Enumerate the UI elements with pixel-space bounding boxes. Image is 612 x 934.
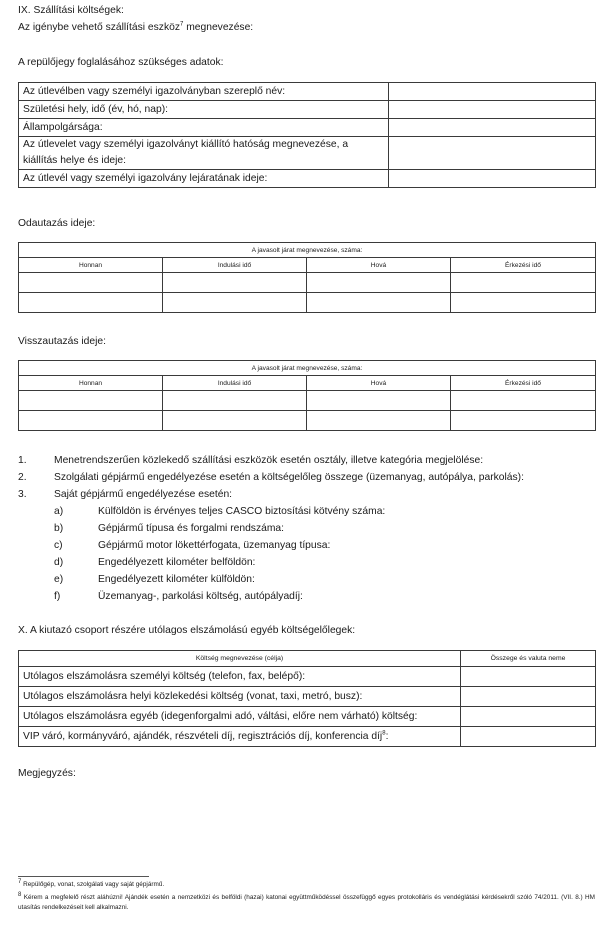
table-row (19, 361, 596, 376)
table-row (19, 651, 596, 667)
table-row (19, 83, 596, 101)
table-row (19, 376, 596, 391)
sub-item-letter: b) (54, 523, 64, 534)
passenger-row-label: Születési hely, idő (év, hó, nap): (19, 101, 389, 119)
sub-item-text: Engedélyezett kilométer külföldön: (98, 574, 255, 585)
list-item-text: Saját gépjármű engedélyezése esetén: (54, 489, 233, 500)
footnote-8 (18, 893, 595, 913)
return-flight-table (18, 360, 596, 431)
cost-row-label: VIP váró, kormányváró, ajándék, részvételi díj, regisztrációs díj, konferencia díj (23, 731, 383, 742)
sub-item-letter: f) (54, 591, 61, 602)
return-departure-cell[interactable] (163, 411, 307, 431)
sub-item-letter: e) (54, 574, 64, 585)
table-row (19, 687, 596, 707)
cost-row-label: Utólagos elszámolásra helyi közlekedési költség (vonat, taxi, metró, busz): (19, 687, 461, 707)
table-row (19, 137, 596, 170)
column-header-departure: Indulási idő (163, 258, 307, 273)
table-row (19, 293, 596, 313)
citizenship-field[interactable] (389, 119, 596, 137)
outbound-from-cell[interactable] (19, 273, 163, 293)
column-header-to: Hová (307, 258, 451, 273)
sub-item-text: Engedélyezett kilométer belföldön: (98, 557, 256, 568)
passenger-name-field[interactable] (389, 83, 596, 101)
passenger-row-label: Az útlevelet vagy személyi igazolványt kiállító hatóság megnevezése, a kiállítás helye és ideje: (19, 137, 389, 170)
list-item-number: 3. (18, 489, 27, 500)
outbound-departure-cell[interactable] (163, 273, 307, 293)
return-from-cell[interactable] (19, 391, 163, 411)
return-heading: Visszautazás ideje: (18, 336, 106, 347)
column-header-amount: Összege és valuta neme (461, 651, 596, 667)
outbound-departure-cell[interactable] (163, 293, 307, 313)
birth-place-date-field[interactable] (389, 101, 596, 119)
cost-amount-field[interactable] (461, 687, 596, 707)
sub-item-text: Külföldön is érvényes teljes CASCO biztosítási kötvény száma: (98, 506, 386, 517)
passenger-row-label: Állampolgársága: (19, 119, 389, 137)
sub-item-text: Üzemanyag-, parkolási költség, autópályadíj: (98, 591, 303, 602)
list-item-number: 2. (18, 472, 27, 483)
section-ix-title: IX. Szállítási költségek: (18, 5, 124, 16)
list-item-number: 1. (18, 455, 27, 466)
return-from-cell[interactable] (19, 411, 163, 431)
column-header-departure: Indulási idő (163, 376, 307, 391)
cost-row-suffix: : (385, 731, 389, 742)
vehicle-prompt (18, 21, 253, 34)
outbound-to-cell[interactable] (307, 273, 451, 293)
list-item-text: Menetrendszerűen közlekedő szállítási eszközök esetén osztály, illetve kategória megjelölése: (54, 455, 484, 466)
table-row (19, 170, 596, 188)
footnote-text: Repülőgép, vonat, szolgálati vagy saját gépjármű. (21, 881, 165, 888)
table-row (19, 667, 596, 687)
issuing-authority-field[interactable] (389, 137, 596, 170)
outbound-arrival-cell[interactable] (451, 273, 596, 293)
footnote-number: 8 (18, 891, 22, 898)
return-to-cell[interactable] (307, 391, 451, 411)
column-header-from: Honnan (19, 376, 163, 391)
table-row (19, 258, 596, 273)
table-row (19, 727, 596, 747)
table-row (19, 243, 596, 258)
passenger-heading: A repülőjegy foglalásához szükséges adatok: (18, 57, 224, 68)
vehicle-prompt-suffix: megnevezése: (183, 22, 254, 33)
outbound-heading: Odautazás ideje: (18, 218, 96, 229)
outbound-arrival-cell[interactable] (451, 293, 596, 313)
vehicle-prompt-text: Az igénybe vehető szállítási eszköz (18, 22, 180, 33)
flight-title-cell: A javasolt járat megnevezése, száma: (19, 361, 596, 376)
cost-advance-table (18, 650, 596, 747)
cost-row-label: Utólagos elszámolásra egyéb (idegenforgalmi adó, váltási, előre nem várható) költség: (19, 707, 461, 727)
passenger-row-label: Az útlevél vagy személyi igazolvány lejáratának ideje: (19, 170, 389, 188)
column-header-from: Honnan (19, 258, 163, 273)
expiry-date-field[interactable] (389, 170, 596, 188)
table-row (19, 411, 596, 431)
cost-row-label: Utólagos elszámolásra személyi költség (telefon, fax, belépő): (19, 667, 461, 687)
column-header-cost-type: Költség megnevezése (célja) (19, 651, 461, 667)
footnote-divider (18, 876, 149, 877)
table-row (19, 273, 596, 293)
outbound-to-cell[interactable] (307, 293, 451, 313)
passenger-data-table (18, 82, 596, 188)
return-departure-cell[interactable] (163, 391, 307, 411)
notes-label: Megjegyzés: (18, 768, 76, 779)
cost-amount-field[interactable] (461, 707, 596, 727)
return-arrival-cell[interactable] (451, 391, 596, 411)
outbound-flight-table (18, 242, 596, 313)
column-header-to: Hová (307, 376, 451, 391)
footnote-ref-8: 8 (382, 730, 386, 737)
column-header-arrival: Érkezési idő (451, 376, 596, 391)
outbound-from-cell[interactable] (19, 293, 163, 313)
footnote-ref-7: 7 (179, 21, 184, 28)
column-header-arrival: Érkezési idő (451, 258, 596, 273)
table-row (19, 101, 596, 119)
cost-amount-field[interactable] (461, 667, 596, 687)
table-row (19, 119, 596, 137)
return-arrival-cell[interactable] (451, 411, 596, 431)
footnote-number: 7 (18, 878, 22, 885)
list-item-text: Szolgálati gépjármű engedélyezése esetén a költségelőleg összege (üzemanyag, autópálya, parkolás): (54, 472, 524, 483)
footnote-text: Kérem a megfelelő részt aláhúzni! Ajándék esetén a nemzetközi és belföldi (hazai) katonai együttműködéssel összefüggő egyes protokolláris és vendéglátási kérdésekről szóló 74/2011. (VII. 8.) HM utasítás rendelkezéseit kell alkalmazni. (18, 894, 595, 911)
section-x-title: X. A kiutazó csoport részére utólagos elszámolású egyéb költségelőlegek: (18, 625, 356, 636)
sub-item-letter: a) (54, 506, 64, 517)
footnote-7 (18, 880, 595, 890)
sub-item-letter: c) (54, 540, 63, 551)
table-row (19, 707, 596, 727)
cost-amount-field[interactable] (461, 727, 596, 747)
passenger-row-label: Az útlevélben vagy személyi igazolványban szereplő név: (19, 83, 389, 101)
table-row (19, 391, 596, 411)
sub-item-text: Gépjármű típusa és forgalmi rendszáma: (98, 523, 284, 534)
sub-item-letter: d) (54, 557, 64, 568)
return-to-cell[interactable] (307, 411, 451, 431)
flight-title-cell: A javasolt járat megnevezése, száma: (19, 243, 596, 258)
sub-item-text: Gépjármű motor lökettérfogata, üzemanyag típusa: (98, 540, 331, 551)
cost-row-label-vip (19, 727, 461, 747)
